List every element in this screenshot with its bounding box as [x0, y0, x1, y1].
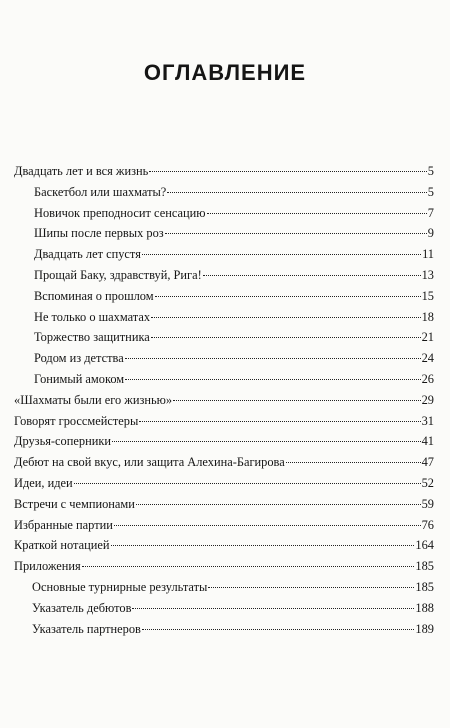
toc-entry[interactable]: [14, 185, 434, 206]
toc-entry[interactable]: [14, 268, 434, 289]
toc-entry-title: Новичок преподносит сенсацию: [34, 205, 206, 220]
toc-entry-page: 18: [421, 309, 434, 324]
toc-entry[interactable]: [14, 289, 434, 310]
toc-entry-page: 9: [427, 226, 434, 241]
toc-entry-title: Шипы после первых роз: [34, 226, 164, 241]
dot-leader: [125, 379, 420, 380]
dot-leader: [142, 254, 421, 255]
toc-entry-title: Вспоминая о прошлом: [34, 288, 154, 303]
toc-entry[interactable]: [14, 310, 434, 331]
dot-leader: [149, 171, 427, 172]
toc-entry[interactable]: [14, 559, 434, 580]
table-of-contents: [14, 164, 434, 642]
toc-entry-page: 7: [427, 205, 434, 220]
toc-entry-page: 59: [421, 496, 434, 511]
toc-entry-page: 11: [422, 247, 434, 262]
toc-entry[interactable]: [14, 206, 434, 227]
toc-entry-title: Идеи, идеи: [14, 475, 73, 490]
toc-entry[interactable]: [14, 518, 434, 539]
toc-entry[interactable]: [14, 497, 434, 518]
toc-entry-title: Друзья-соперники: [14, 434, 111, 449]
toc-entry-page: 164: [415, 538, 434, 553]
dot-leader: [167, 192, 426, 193]
toc-entry-title: «Шахматы были его жизнью»: [14, 392, 173, 407]
dot-leader: [132, 608, 414, 609]
toc-entry[interactable]: [14, 580, 434, 601]
toc-entry-title: Гонимый амоком: [34, 371, 125, 386]
dot-leader: [136, 504, 421, 505]
toc-entry[interactable]: [14, 330, 434, 351]
toc-entry-page: 52: [421, 475, 434, 490]
dot-leader: [139, 421, 420, 422]
toc-entry-page: 31: [421, 413, 434, 428]
dot-leader: [155, 296, 421, 297]
dot-leader: [111, 545, 415, 546]
toc-entry-title: Избранные партии: [14, 517, 113, 532]
toc-entry[interactable]: [14, 247, 434, 268]
toc-entry-page: 26: [421, 371, 434, 386]
dot-leader: [207, 213, 427, 214]
toc-entry-page: 24: [421, 351, 434, 366]
toc-entry-page: 29: [421, 392, 434, 407]
toc-entry-page: 76: [421, 517, 434, 532]
toc-entry-page: 15: [421, 288, 434, 303]
toc-entry-page: 5: [427, 164, 434, 178]
toc-entry-page: 21: [421, 330, 434, 345]
toc-entry-title: Родом из детства: [34, 351, 124, 366]
toc-entry-page: 5: [427, 184, 434, 199]
toc-entry-title: Указатель дебютов: [32, 600, 132, 615]
dot-leader: [151, 317, 421, 318]
toc-entry-title: Краткой нотацией: [14, 538, 110, 553]
dot-leader: [74, 483, 421, 484]
toc-entry[interactable]: [14, 434, 434, 455]
toc-entry[interactable]: [14, 476, 434, 497]
dot-leader: [165, 233, 427, 234]
toc-entry-page: 47: [421, 455, 434, 470]
dot-leader: [82, 566, 415, 567]
toc-entry-title: Прощай Баку, здравствуй, Рига!: [34, 267, 202, 282]
toc-entry-title: Двадцать лет и вся жизнь: [14, 164, 149, 178]
toc-entry-title: Говорят гроссмейстеры: [14, 413, 139, 428]
toc-entry-title: Приложения: [14, 559, 81, 574]
toc-entry-title: Двадцать лет спустя: [34, 247, 141, 262]
toc-entry[interactable]: [14, 414, 434, 435]
toc-entry-page: 185: [415, 559, 434, 574]
toc-entry-title: Встречи с чемпионами: [14, 496, 135, 511]
dot-leader: [203, 275, 421, 276]
page-title: ОГЛАВЛЕНИЕ: [143, 60, 307, 85]
toc-entry[interactable]: [14, 622, 434, 643]
dot-leader: [114, 525, 421, 526]
dot-leader: [112, 441, 421, 442]
toc-entry-page: 185: [415, 579, 434, 594]
toc-entry[interactable]: [14, 538, 434, 559]
toc-entry-title: Основные турнирные результаты: [32, 579, 208, 594]
dot-leader: [173, 400, 421, 401]
dot-leader: [142, 629, 415, 630]
toc-entry-page: 13: [421, 267, 434, 282]
toc-entry-page: 41: [421, 434, 434, 449]
toc-entry[interactable]: [14, 351, 434, 372]
toc-entry[interactable]: [14, 393, 434, 414]
toc-entry[interactable]: [14, 455, 434, 476]
toc-entry-title: Баскетбол или шахматы?: [34, 184, 167, 199]
toc-entry-title: Указатель партнеров: [32, 621, 141, 636]
toc-entry-title: Не только о шахматах: [34, 309, 151, 324]
dot-leader: [125, 358, 421, 359]
toc-entry-page: 188: [415, 600, 434, 615]
toc-entry-title: Торжество защитника: [34, 330, 150, 345]
dot-leader: [151, 337, 421, 338]
dot-leader: [286, 462, 421, 463]
toc-entry[interactable]: [14, 372, 434, 393]
toc-entry[interactable]: [14, 601, 434, 622]
toc-entry-page: 189: [415, 621, 434, 636]
dot-leader: [208, 587, 414, 588]
toc-entry-title: Дебют на свой вкус, или защита Алехина-Багирова: [14, 455, 285, 470]
toc-entry[interactable]: [14, 164, 434, 185]
toc-entry[interactable]: [14, 226, 434, 247]
